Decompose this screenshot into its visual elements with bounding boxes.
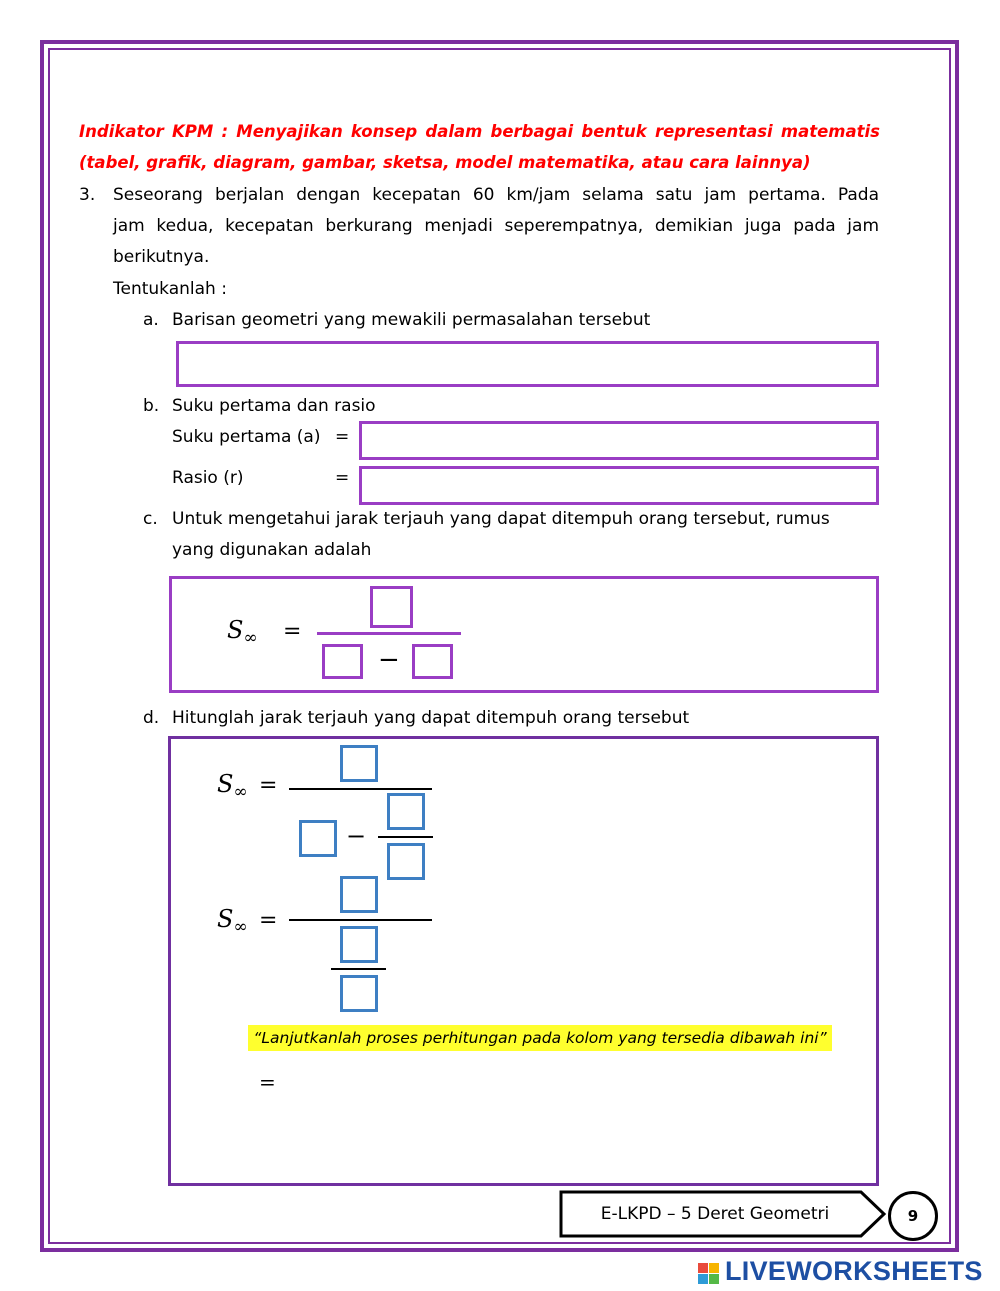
equals-3: = [259, 908, 278, 933]
part-c-marker: c. [143, 509, 158, 529]
blank-e-numerator[interactable] [340, 876, 378, 913]
question-line-1: Seseorang berjalan dengan kecepatan 60 km/jam selama satu jam pertama. Pada [113, 185, 879, 205]
blank-denominator-1[interactable] [322, 644, 363, 679]
fraction-bar [317, 632, 461, 635]
page-number: 9 [888, 1191, 938, 1241]
suku-pertama-label: Suku pertama (a) [172, 427, 321, 447]
answer-box-suku-pertama[interactable] [359, 421, 879, 460]
equals-2: = [259, 773, 278, 798]
fraction-bar-5 [331, 968, 386, 970]
s-infinity-symbol-2: $S_\infty$ [217, 770, 248, 802]
indikator-text [79, 116, 880, 178]
question-text [113, 180, 879, 273]
blank-e-inner-numerator[interactable] [340, 926, 378, 963]
suku-pertama-equals: = [335, 427, 350, 447]
fraction-bar-4 [289, 919, 432, 921]
question-number: 3. [79, 185, 96, 205]
s-infinity-symbol: $S_\infty$ [227, 616, 258, 648]
work-area[interactable] [285, 1062, 865, 1172]
instruction-note: “Lanjutkanlah proses perhitungan pada kolom yang tersedia dibawah ini” [248, 1025, 832, 1051]
rasio-equals: = [335, 468, 350, 488]
fraction-bar-3 [378, 836, 433, 838]
formula-equals: = [283, 619, 302, 644]
part-a-marker: a. [143, 310, 159, 330]
blank-d-first-term[interactable] [299, 820, 337, 857]
question-line-3: berikutnya. [113, 247, 210, 267]
part-c-line-1: Untuk mengetahui jarak terjauh yang dapat ditempuh orang tersebut, rumus [172, 509, 830, 529]
blank-denominator-r[interactable] [412, 644, 453, 679]
indikator-line-1: Indikator KPM : Menyajikan konsep dalam berbagai bentuk representasi matematis [79, 122, 880, 141]
question-line-2: jam kedua, kecepatan berkurang menjadi seperempatnya, demikian juga pada jam [113, 216, 879, 236]
blank-numerator-a[interactable] [370, 586, 413, 628]
formula-minus: − [378, 645, 400, 675]
part-b-marker: b. [143, 396, 160, 416]
blank-d-ratio-denominator[interactable] [387, 843, 425, 880]
rasio-label: Rasio (r) [172, 468, 244, 488]
indikator-line-2: (tabel, grafik, diagram, gambar, sketsa, model matematika, atau cara lainnya) [79, 153, 811, 172]
liveworksheets-logo-icon [697, 1254, 721, 1288]
part-c-line-2: yang digunakan adalah [172, 540, 372, 560]
question-prompt: Tentukanlah : [113, 279, 227, 299]
part-d-text: Hitunglah jarak terjauh yang dapat ditempuh orang tersebut [172, 708, 690, 728]
part-d-marker: d. [143, 708, 160, 728]
blank-d-numerator[interactable] [340, 745, 378, 782]
minus-2: − [346, 822, 367, 850]
s-infinity-symbol-3: $S_\infty$ [217, 905, 248, 937]
work-equals: = [259, 1070, 276, 1094]
fraction-bar-2 [289, 788, 432, 790]
liveworksheets-brand: LIVEWORKSHEETS [725, 1256, 983, 1286]
part-a-text: Barisan geometri yang mewakili permasalahan tersebut [172, 310, 651, 330]
formula-box [169, 576, 879, 693]
footer-title: E-LKPD – 5 Deret Geometri [600, 1204, 830, 1224]
blank-d-ratio-numerator[interactable] [387, 793, 425, 830]
answer-box-barisan[interactable] [176, 341, 879, 387]
part-b-text: Suku pertama dan rasio [172, 396, 376, 416]
blank-e-inner-denominator[interactable] [340, 975, 378, 1012]
answer-box-rasio[interactable] [359, 466, 879, 505]
